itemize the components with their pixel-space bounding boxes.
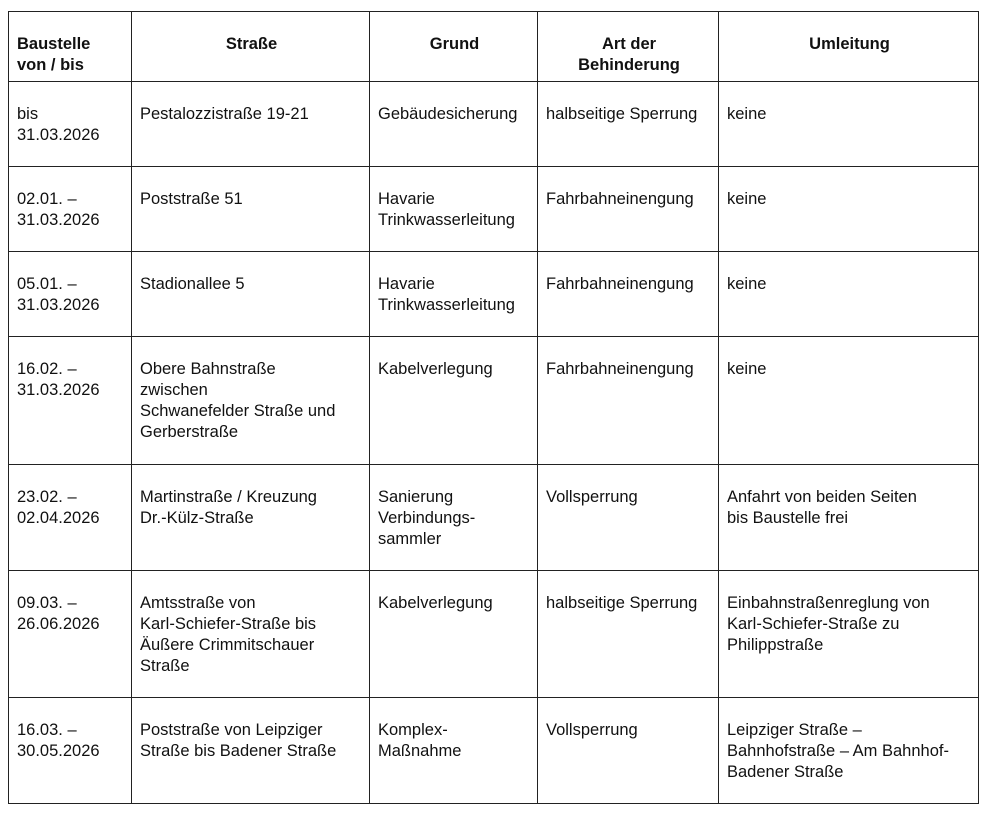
cell-reason: Kabelverlegung	[370, 571, 538, 698]
cell-reason: Sanierung Verbindungs- sammler	[370, 465, 538, 571]
header-obstruction-type: Art der Behinderung	[538, 12, 719, 82]
cell-reason: Gebäudesicherung	[370, 82, 538, 167]
cell-period: 02.01. – 31.03.2026	[9, 167, 132, 252]
cell-period: 05.01. – 31.03.2026	[9, 252, 132, 337]
cell-detour: Leipziger Straße – Bahnhofstraße – Am Bahnhof- Badener Straße	[719, 698, 979, 804]
cell-obstruction-type: halbseitige Sperrung	[538, 82, 719, 167]
cell-reason: Kabelverlegung	[370, 337, 538, 465]
cell-detour: keine	[719, 167, 979, 252]
cell-street: Amtsstraße von Karl-Schiefer-Straße bis Äußere Crimmitschauer Straße	[132, 571, 370, 698]
cell-reason: Havarie Trinkwasserleitung	[370, 167, 538, 252]
table-row	[9, 465, 979, 571]
construction-sites-table	[8, 11, 979, 804]
table-row	[9, 571, 979, 698]
cell-detour: keine	[719, 337, 979, 465]
cell-period: bis 31.03.2026	[9, 82, 132, 167]
table-row	[9, 82, 979, 167]
cell-street: Martinstraße / Kreuzung Dr.-Külz-Straße	[132, 465, 370, 571]
header-detour: Umleitung	[719, 12, 979, 82]
cell-street: Obere Bahnstraße zwischen Schwanefelder Straße und Gerberstraße	[132, 337, 370, 465]
cell-reason: Havarie Trinkwasserleitung	[370, 252, 538, 337]
cell-obstruction-type: Fahrbahneinengung	[538, 252, 719, 337]
cell-obstruction-type: Fahrbahneinengung	[538, 167, 719, 252]
cell-reason: Komplex- Maßnahme	[370, 698, 538, 804]
table-row	[9, 698, 979, 804]
cell-detour: keine	[719, 252, 979, 337]
cell-detour: Einbahnstraßenreglung von Karl-Schiefer-Straße zu Philippstraße	[719, 571, 979, 698]
cell-detour: Anfahrt von beiden Seiten bis Baustelle frei	[719, 465, 979, 571]
cell-street: Stadionallee 5	[132, 252, 370, 337]
cell-period: 16.03. – 30.05.2026	[9, 698, 132, 804]
table-row	[9, 337, 979, 465]
cell-obstruction-type: Fahrbahneinengung	[538, 337, 719, 465]
cell-street: Pestalozzistraße 19-21	[132, 82, 370, 167]
table-row	[9, 167, 979, 252]
cell-detour: keine	[719, 82, 979, 167]
cell-period: 16.02. – 31.03.2026	[9, 337, 132, 465]
cell-street: Poststraße von Leipziger Straße bis Badener Straße	[132, 698, 370, 804]
cell-period: 23.02. – 02.04.2026	[9, 465, 132, 571]
header-period: Baustelle von / bis	[9, 12, 132, 82]
cell-obstruction-type: Vollsperrung	[538, 465, 719, 571]
cell-period: 09.03. – 26.06.2026	[9, 571, 132, 698]
cell-obstruction-type: Vollsperrung	[538, 698, 719, 804]
cell-obstruction-type: halbseitige Sperrung	[538, 571, 719, 698]
cell-street: Poststraße 51	[132, 167, 370, 252]
header-reason: Grund	[370, 12, 538, 82]
header-row	[9, 12, 979, 82]
header-street: Straße	[132, 12, 370, 82]
table-row	[9, 252, 979, 337]
